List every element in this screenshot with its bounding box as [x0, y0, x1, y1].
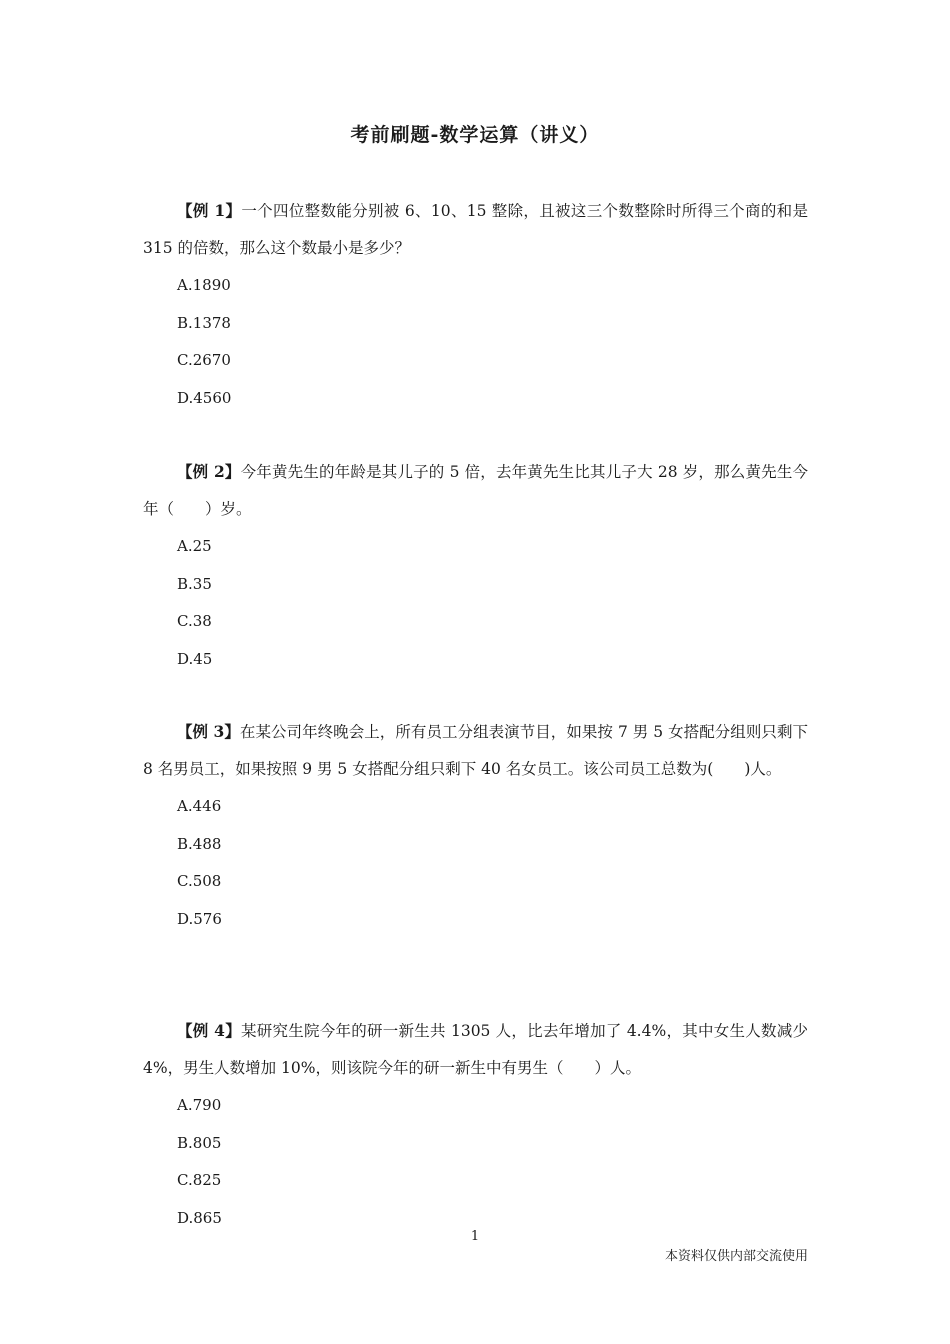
option-b: B.35 — [177, 574, 212, 593]
question-stem — [143, 192, 808, 267]
option-list — [143, 267, 808, 417]
option-d: D.576 — [177, 909, 222, 928]
question-tag: 【例 4】 — [177, 1021, 241, 1040]
question-stem — [143, 713, 808, 788]
page-number: 1 — [470, 1229, 480, 1244]
question-3 — [143, 713, 808, 938]
question-stem — [143, 453, 808, 528]
option-b: B.488 — [177, 834, 222, 853]
option-d: D.45 — [177, 649, 213, 668]
option-d: D.865 — [177, 1208, 222, 1227]
option-list — [143, 528, 808, 678]
option-a: A.1890 — [177, 276, 231, 294]
option-b: B.1378 — [177, 313, 231, 332]
question-text: 在某公司年终晚会上，所有员工分组表演节目，如果按 7 男 5 女搭配分组则只剩下 8 名男员工，如果按照 9 男 5 女搭配分组只剩下 40 名女员工。该公司员工总数为( )人。 — [143, 723, 808, 778]
question-stem — [143, 1012, 808, 1087]
page-title: 考前刷题-数学运算（讲义） — [350, 124, 600, 146]
option-c: C.38 — [177, 612, 212, 630]
footer-note: 本资料仅供内部交流使用 — [664, 1249, 808, 1264]
option-list — [143, 788, 808, 938]
option-b: B.805 — [177, 1133, 222, 1152]
option-a: A.25 — [177, 537, 212, 555]
option-list — [143, 1087, 808, 1237]
option-c: C.2670 — [177, 351, 231, 369]
option-c: C.508 — [177, 872, 222, 890]
option-c: C.825 — [177, 1171, 222, 1189]
question-4 — [143, 1012, 808, 1237]
option-a: A.790 — [177, 1096, 222, 1114]
option-a: A.446 — [177, 797, 222, 815]
question-tag: 【例 1】 — [177, 201, 242, 220]
question-text: 一个四位整数能分别被 6、10、15 整除，且被这三个数整除时所得三个商的和是 315 的倍数，那么这个数最小是多少？ — [143, 202, 808, 257]
question-text: 今年黄先生的年龄是其儿子的 5 倍，去年黄先生比其儿子大 28 岁，那么黄先生今年（ ）岁。 — [143, 463, 809, 518]
option-d: D.4560 — [177, 388, 232, 407]
question-text: 某研究生院今年的研一新生共 1305 人，比去年增加了 4.4%，其中女生人数减少 4%，男生人数增加 10%，则该院今年的研一新生中有男生（ ）人。 — [143, 1022, 809, 1077]
question-2 — [143, 453, 808, 678]
question-1 — [143, 192, 808, 417]
question-tag: 【例 2】 — [177, 462, 241, 481]
question-tag: 【例 3】 — [177, 722, 240, 741]
